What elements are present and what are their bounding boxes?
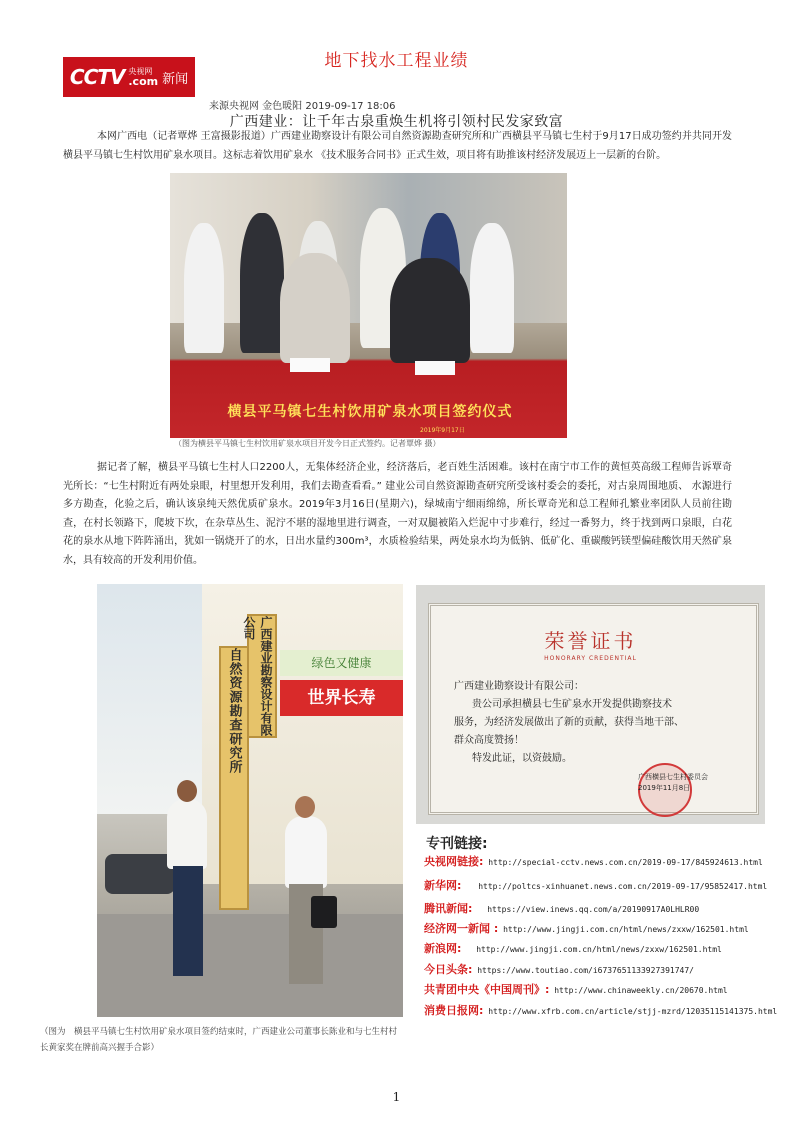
photo-2-caption: （图为 横县平马镇七生村饮用矿泉水项目签约结束时，广西建业公司董事长陈业和与七生村村长黄家奖在牌前高兴握手合影） bbox=[40, 1027, 398, 1053]
source-line: 来源央视网 金色暖阳 2019-09-17 18:06 bbox=[209, 101, 396, 112]
link-url[interactable]: http://www.jingji.com.cn/html/news/zxxw/162501.html bbox=[503, 925, 749, 934]
person-figure bbox=[184, 223, 224, 353]
links-heading: 专刊链接: bbox=[426, 836, 488, 852]
certificate-line: 服务，为经济发展做出了新的贡献，获得当地干部、 bbox=[454, 717, 684, 728]
certificate-subtitle: HONORARY CREDENTIAL bbox=[544, 655, 637, 662]
honorary-certificate bbox=[416, 585, 765, 824]
photo-ground bbox=[97, 914, 403, 1017]
certificate-issuer: 广西横县七生村委员会 bbox=[638, 773, 708, 781]
man-left-trousers bbox=[173, 866, 203, 976]
shop-sign-red: 世界长寿 bbox=[280, 680, 403, 716]
certificate-line: 贵公司承担横县七生矿泉水开发提供勘察技术 bbox=[472, 699, 672, 710]
person-figure bbox=[470, 223, 514, 353]
certificate-date: 2019年11月8日 bbox=[638, 784, 691, 792]
link-row[interactable] bbox=[424, 961, 694, 977]
link-url[interactable]: http://www.jingji.com.cn/html/news/zxxw/162501.html bbox=[476, 945, 722, 954]
logo-cn: 央视网 bbox=[128, 67, 153, 76]
link-url[interactable]: http://special-cctv.news.com.cn/2019-09-17/845924613.html bbox=[488, 858, 763, 867]
link-url[interactable]: http://poltcs-xinhuanet.news.com.cn/2019-09-17/95852417.html bbox=[478, 882, 768, 891]
man-right-shirt bbox=[285, 816, 327, 888]
logo-mark: CCTV bbox=[69, 65, 125, 89]
cctv-logo bbox=[63, 57, 195, 97]
certificate-line: 群众高度赞扬！ bbox=[454, 735, 524, 746]
link-label: 央视网链接: bbox=[424, 855, 484, 868]
contract-document bbox=[415, 361, 455, 375]
man-left-shirt bbox=[167, 799, 207, 869]
contract-document bbox=[290, 358, 330, 372]
link-label: 新华网: bbox=[424, 879, 462, 892]
page-number: 1 bbox=[392, 1090, 401, 1104]
seated-person-right bbox=[390, 258, 470, 363]
certificate-title: 荣誉证书 bbox=[544, 629, 637, 653]
certificate-line: 特发此证，以资鼓励。 bbox=[472, 753, 572, 764]
logo-small-text bbox=[128, 67, 158, 87]
person-figure bbox=[240, 213, 284, 353]
certificate-recipient: 广西建业勘察设计有限公司： bbox=[454, 681, 584, 692]
briefcase bbox=[311, 896, 337, 928]
link-label: 新浪网: bbox=[424, 942, 462, 955]
article-headline: 广西建业：让千年古泉重焕生机将引领村民发家致富 bbox=[229, 114, 564, 130]
photo-1-caption: （图为横县平马镇七生村饮用矿泉水项目开发今日正式签约。记者覃烨 摄） bbox=[174, 439, 441, 448]
man-left-head bbox=[177, 780, 197, 802]
shop-sign-green: 绿色又健康 bbox=[280, 650, 403, 676]
link-label: 消费日报网: bbox=[424, 1004, 484, 1017]
link-url[interactable]: https://www.toutiao.com/i6737651133927391747/ bbox=[477, 966, 694, 975]
signing-banner-date: 2019年9月17日 bbox=[420, 427, 465, 434]
link-label: 今日头条: bbox=[424, 963, 473, 976]
link-row[interactable] bbox=[424, 1002, 777, 1018]
logo-news: 新闻 bbox=[162, 71, 189, 87]
link-url[interactable]: http://www.chinaweekly.cn/20670.html bbox=[554, 986, 728, 995]
article-paragraph-2: 据记者了解，横县平马镇七生村人口2200人，无集体经济企业，经济落后，老百姓生活困难。该村在南宁市工作的黄恒英高级工程师告诉覃奇光所长：“七生村附近有两处泉眼，村里想开发利用，我们去勘查看看。” 建业公司自然资源勘查研究所受该村委会的委托，对古泉周围地质、 水源进行多方勘查，化验之后，确认该泉纯天然优质矿泉水。2019年3月16日(星期六)，绿城南宁细雨绵绵，所长覃奇光和总工程师孔繁业率团队人员前往勘查，在村长领路下，爬坡下坎，在杂草丛生、泥泞不堪的湿地里进行调查，一对双腿被陷入烂泥中寸步难行，经过一番努力，终于找到两口泉眼，白花花的泉水从地下阵阵涌出，犹如一锅烧开了的水，日出水量约300m³，水质检验结果，两处泉水均为低钠、低矿化、重碳酸钙镁型偏硅酸饮用天然矿泉水，具有较高的开发利用价值。 bbox=[63, 462, 732, 566]
photo-sky bbox=[97, 584, 207, 814]
company-plaque-side: 广西建业勘察设计有限公司 bbox=[247, 614, 277, 738]
handshake-photo bbox=[97, 584, 403, 1017]
signing-banner-text: 横县平马镇七生村饮用矿泉水项目签约仪式 bbox=[227, 404, 513, 420]
page-title: 地下找水工程业绩 bbox=[324, 51, 469, 71]
logo-com: .com bbox=[128, 75, 159, 88]
link-row[interactable] bbox=[424, 877, 767, 893]
link-row[interactable] bbox=[424, 940, 722, 956]
parked-car bbox=[105, 854, 175, 894]
link-row[interactable] bbox=[424, 920, 749, 936]
man-right-head bbox=[295, 796, 315, 818]
link-row[interactable] bbox=[424, 900, 699, 916]
link-row[interactable] bbox=[424, 981, 728, 997]
link-url[interactable]: http://www.xfrb.com.cn/article/stjj-mzrd/12035115141375.html bbox=[488, 1007, 778, 1016]
seated-person-left bbox=[280, 253, 350, 363]
article-paragraph-1: 本网广西电（记者覃烨 王富摄影报道）广西建业勘察设计有限公司自然资源勘查研究所和广西横县平马镇七生村于9月17日成功签约并共同开发横县平马镇七生村饮用矿泉水项目。这标志着饮用矿泉水 《技术服务合同书》正式生效，项目将有助推该村经济发展迈上一层新的台阶。 bbox=[63, 131, 732, 161]
link-url[interactable]: https://view.inews.qq.com/a/20190917A0LHLR00 bbox=[487, 905, 700, 914]
company-plaque-main: 自然资源勘查研究所 bbox=[219, 646, 249, 910]
link-label: 共青团中央《中国周刊》: bbox=[424, 983, 550, 996]
link-row[interactable] bbox=[424, 853, 763, 869]
link-label: 腾讯新闻: bbox=[424, 902, 473, 915]
link-label: 经济网一新闻 : bbox=[424, 922, 499, 935]
signing-ceremony-photo bbox=[170, 173, 567, 438]
